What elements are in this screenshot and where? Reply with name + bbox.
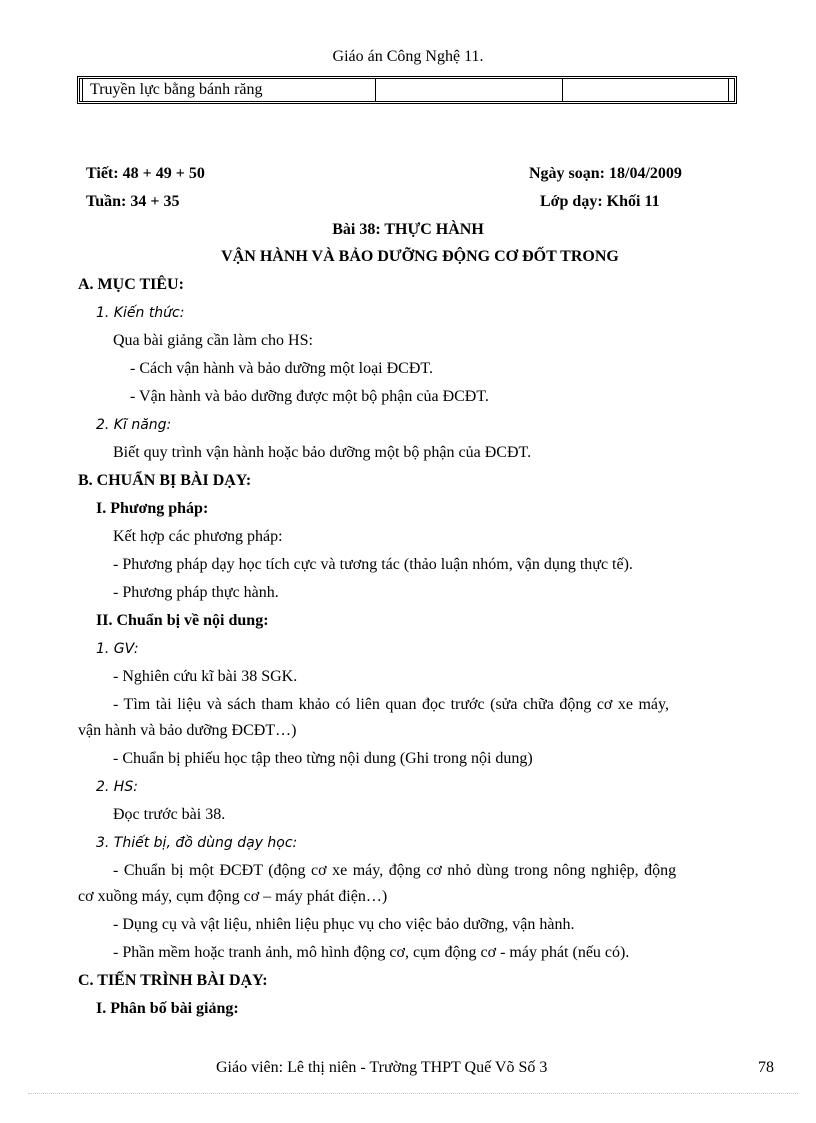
paragraph: Qua bài giảng cần làm cho HS:: [113, 332, 313, 349]
top-table: [77, 76, 737, 104]
paragraph: Đọc trước bài 38.: [113, 806, 226, 823]
subheading: 1. GV:: [96, 641, 139, 657]
subheading: 3. Thiết bị, đồ dùng dạy học:: [96, 835, 298, 851]
list-item: - Nghiên cứu kĩ bài 38 SGK.: [113, 668, 298, 685]
section-a-heading: A. MỤC TIÊU:: [78, 276, 184, 293]
paragraph: Kết hợp các phương pháp:: [113, 528, 283, 545]
section-b-heading: B. CHUẨN BỊ BÀI DẠY:: [78, 472, 252, 489]
paragraph: vận hành và bảo dưỡng ĐCĐT…): [78, 722, 297, 739]
subheading: II. Chuẩn bị về nội dung:: [96, 612, 269, 629]
page-header: Giáo án Công Nghệ 11.: [332, 48, 484, 65]
subheading: 2. HS:: [96, 779, 138, 795]
page-footer: [216, 1058, 776, 1078]
list-item: - Vận hành và bảo dưỡng được một bộ phận của ĐCĐT.: [130, 388, 489, 405]
footer-teacher: Giáo viên: Lê thị niên - Trường THPT Quế Võ Số 3: [216, 1059, 548, 1076]
list-item: - Phương pháp dạy học tích cực và tương tác (thảo luận nhóm, vận dụng thực tế).: [113, 556, 633, 573]
table-cell: [562, 79, 729, 101]
lop-day-label: Lớp dạy: Khối 11: [540, 193, 660, 210]
list-item: - Chuẩn bị phiếu học tập theo từng nội dung (Ghi trong nội dung): [113, 750, 533, 767]
lesson-subtitle: VẬN HÀNH VÀ BẢO DƯỠNG ĐỘNG CƠ ĐỐT TRONG: [221, 248, 619, 265]
list-item: - Phần mềm hoặc tranh ảnh, mô hình động cơ, cụm động cơ - máy phát (nếu có).: [113, 944, 630, 961]
list-item: - Chuẩn bị một ĐCĐT (động cơ xe máy, động cơ nhỏ dùng trong nông nghiệp, động: [113, 862, 677, 879]
section-c-heading: C. TIẾN TRÌNH BÀI DẠY:: [78, 972, 268, 989]
subheading: 1. Kiến thức:: [96, 305, 185, 321]
ngay-soan-label: Ngày soạn: 18/04/2009: [529, 165, 682, 182]
page-number: 78: [758, 1059, 774, 1076]
list-item: - Dụng cụ và vật liệu, nhiên liệu phục vụ cho việc bảo dưỡng, vận hành.: [113, 916, 575, 933]
list-item: - Cách vận hành và bảo dưỡng một loại ĐCĐT.: [130, 360, 433, 377]
tuan-label: Tuần: 34 + 35: [86, 193, 180, 210]
subheading: I. Phân bố bài giảng:: [96, 1000, 239, 1017]
list-item: - Phương pháp thực hành.: [113, 584, 279, 601]
subheading: 2. Kĩ năng:: [96, 417, 172, 433]
paragraph: Biết quy trình vận hành hoặc bảo dưỡng một bộ phận của ĐCĐT.: [113, 444, 532, 461]
subheading: I. Phương pháp:: [96, 500, 209, 517]
list-item: - Tìm tài liệu và sách tham khảo có liên quan đọc trước (sửa chữa động cơ xe máy,: [113, 696, 669, 713]
paragraph: cơ xuồng máy, cụm động cơ – máy phát điện…): [78, 888, 388, 905]
tiet-label: Tiết: 48 + 49 + 50: [86, 165, 205, 182]
page-divider: [28, 1093, 798, 1094]
table-cell: Truyền lực bằng bánh răng: [80, 79, 376, 101]
lesson-title: Bài 38: THỰC HÀNH: [332, 221, 484, 238]
table-cell: [366, 79, 563, 101]
